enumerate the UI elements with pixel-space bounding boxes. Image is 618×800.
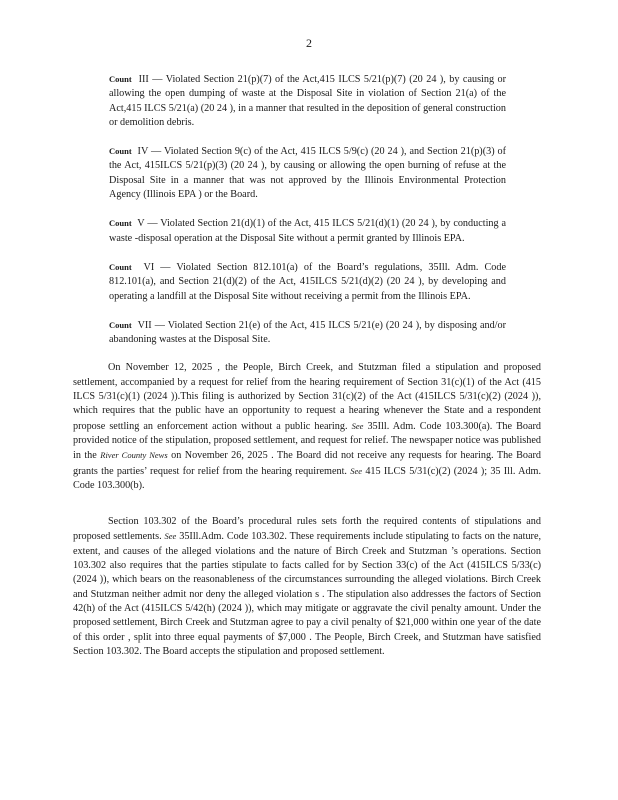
count-item: [109, 144, 506, 202]
count-label: Count: [109, 261, 132, 272]
count-text: VII — Violated Section 21(e) of the Act, 415 ILCS 5/21(e) (20 24 ), by disposing and/or abandoning wastes at the Disposal Site.: [109, 319, 506, 346]
paragraph-text: Section 103.302 of the Board’s procedural rules sets forth the required contents of stipulations and proposed settlements.: [73, 516, 541, 543]
body-paragraph-procedural-rules: [73, 515, 541, 659]
count-text: III — Violated Section 21(p)(7) of the Act,415 ILCS 5/21(p)(7) (20 24 ), by causing or allowing the open dumping of waste at the Disposal Site in violation of Section 21(a) of the Act,415 ILCS 5/21(a) (20 24 ), in a manner that resulted in the deposition of general construction or demolition debris.: [109, 74, 506, 128]
paragraph-text: on November 26, 2025 . The Board did not receive any requests for hearing. The Board grants the parties’ request for relief from the hearing requirement.: [73, 450, 542, 477]
count-item: [109, 318, 506, 348]
see-signal: See: [351, 420, 364, 431]
count-text: VI — Violated Section 812.101(a) of the Board’s regulations, 35Ill. Adm. Code 812.101(a), and Section 21(d)(2) of the Act, 415ILCS 5/21(d)(2) (20 24 ), by developing and operating a landfill at the Disposal Site without receiving a permit from the Illinois EPA.: [109, 261, 506, 302]
paragraph-text: On November 12, 2025 , the People, Birch Creek, and Stutzman filed a stipulation and proposed settlement, accompanied by a request for relief from the hearing requirement of Section 31(c)(1) of the Act (415 ILCS 5/31(c)(1) (2024 )).This filing is authorized by Section 31(c)(2) of the Act (415ILCS 5/31(c)(2) (2024 )), which requires that the public have an opportunity to request a hearing whenever the State and a respondent propose settling an enforcement action without a public hearing.: [73, 362, 541, 432]
count-text: V — Violated Section 21(d)(1) of the Act, 415 ILCS 5/21(d)(1) (20 24 ), by conducting a waste -disposal operation at the Disposal Site without a permit granted by Illinois EPA.: [109, 218, 506, 244]
body-paragraph-stipulation-filing: [73, 361, 541, 493]
count-item: [109, 260, 506, 304]
count-text: IV — Violated Section 9(c) of the Act, 415 ILCS 5/9(c) (20 24 ), and Section 21(p)(3) of the Act, 415ILCS 5/21(p)(3) (20 24 ), by causing or allowing the open burning of refuse at the Disposal Site in a manner that was not approved by the Illinois Environmental Protection Agency (Illinois EPA ) or the Board.: [109, 146, 506, 201]
paragraph-text: 35Ill. Adm. Code 103.300(a). The Board provided notice of the stipulation, proposed settlement, and request for relief. The newspaper notice was published in the: [73, 420, 542, 462]
count-label: Count: [109, 74, 132, 84]
paragraph-text: 35Ill.Adm. Code 103.302. These requirements include stipulating to facts on the nature, extent, and causes of the alleged violations and the nature of Birch Creek and Stutzman ’s operations. Section 103.302 also requires that the parties stipulate to facts called for by Section 33(c) of the Act (415ILCS 5/33(c) (2024 )), which bears on the reasonableness of the circumstances surrounding the alleged violations. Birch Creek and Stutzman neither admit nor deny the alleged violation s . The stipulation also addresses the factors of Section 42(h) of the Act (415ILCS 5/42(h) (2024 )), which may mitigate or aggravate the civil penalty amount. Under the proposed settlement, Birch Creek and Stutzman agree to pay a civil penalty of $21,000 within one year of the date of this order , split into three equal payments of $7,000 . The People, Birch Creek, and Stutzman have satisfied Section 103.302. The Board accepts the stipulation and proposed settlement.: [73, 531, 542, 657]
count-item: [109, 72, 506, 130]
count-label: Count: [109, 218, 132, 229]
newspaper-name: River County News: [100, 450, 168, 461]
count-label: Count: [109, 146, 132, 157]
count-item: [109, 216, 506, 246]
page-number: 2: [306, 36, 312, 50]
counts-list: [109, 72, 506, 347]
see-signal: See: [350, 465, 363, 476]
see-signal: See: [164, 531, 177, 542]
paragraph-text: 415 ILCS 5/31(c)(2) (2024 ); 35 Ill. Adm. Code 103.300(b).: [73, 465, 542, 491]
count-label: Count: [109, 319, 132, 330]
